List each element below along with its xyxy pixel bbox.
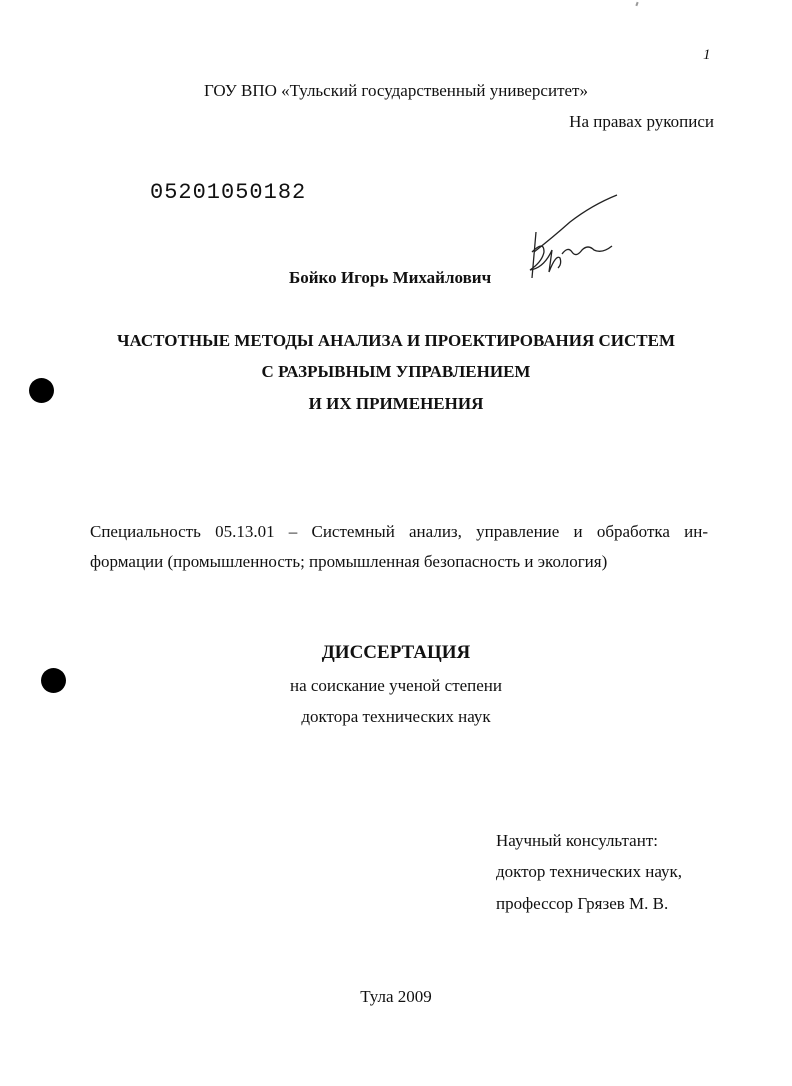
consultant-label: Научный консультант:	[496, 831, 658, 850]
dissertation-title-line-2: С РАЗРЫВНЫМ УПРАВЛЕНИЕМ	[261, 362, 531, 381]
dissertation-title-line-1: ЧАСТОТНЫЕ МЕТОДЫ АНАЛИЗА И ПРОЕКТИРОВАНИЯ СИСТЕМ	[116, 331, 675, 350]
author-name: Бойко Игорь Михайлович	[289, 268, 492, 287]
document-type-heading: ДИССЕРТАЦИЯ	[321, 642, 471, 663]
author-signature	[522, 190, 622, 280]
consultant-name: профессор Грязев М. В.	[496, 894, 669, 913]
scan-speck	[635, 2, 638, 6]
organization-heading: ГОУ ВПО «Тульский государственный университет»	[204, 81, 588, 100]
degree-line-2: доктора технических наук	[301, 707, 491, 726]
degree-line-1: на соискание ученой степени	[289, 676, 503, 695]
specialty-line-2: формации (промышленность; промышленная безопасность и экология)	[90, 552, 608, 571]
specialty-paragraph	[90, 517, 708, 577]
specialty-line-1: Специальность 05.13.01 – Системный анализ, управление и обработка ин-	[90, 522, 708, 541]
catalog-number-stamp: 05201050182	[150, 180, 307, 205]
consultant-degree: доктор технических наук,	[496, 862, 683, 881]
place-and-year: Тула 2009	[360, 987, 432, 1006]
page-number: 1	[703, 47, 711, 63]
dissertation-title-line-3: И ИХ ПРИМЕНЕНИЯ	[308, 394, 484, 413]
binder-hole-lower	[41, 668, 66, 693]
binder-hole-upper	[29, 378, 54, 403]
manuscript-rights-note: На правах рукописи	[569, 112, 714, 131]
